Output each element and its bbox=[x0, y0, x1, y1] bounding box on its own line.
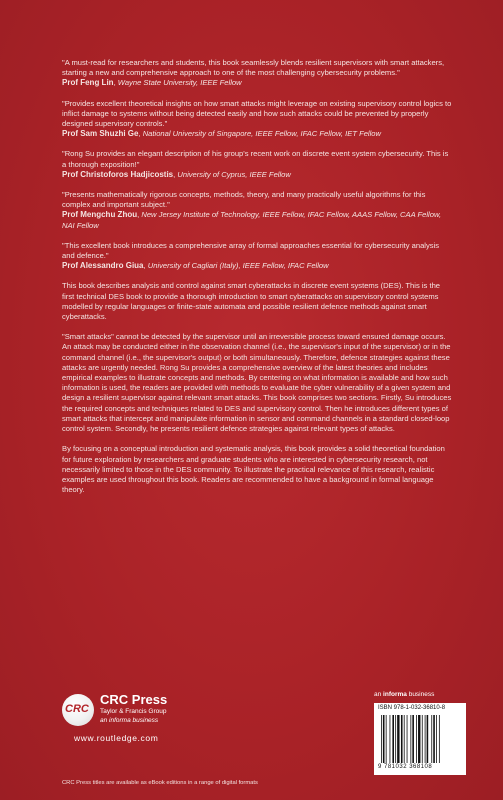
barcode-bar bbox=[401, 715, 403, 763]
endorser-affiliation: University of Cyprus, IEEE Fellow bbox=[177, 169, 291, 179]
endorser-name: Prof Christoforos Hadjicostis bbox=[62, 169, 174, 179]
barcode-bar bbox=[412, 715, 414, 763]
publisher-group: Taylor & Francis Group bbox=[100, 708, 167, 715]
barcode-bar bbox=[436, 715, 437, 763]
endorsement-text: "A must-read for researchers and students, this book seamlessly blends resilient supervisors with smart attackers, starting a new and comprehensive approach to one of the most challenging cybersecurity problems." bbox=[62, 58, 445, 78]
endorser-affiliation: National University of Singapore, IEEE Fellow, IFAC Fellow, IET Fellow bbox=[142, 129, 382, 139]
crc-logo-icon bbox=[62, 694, 94, 726]
barcode-bar bbox=[390, 715, 391, 763]
barcode-bar bbox=[427, 715, 429, 763]
barcode-bar bbox=[386, 715, 387, 763]
endorsement bbox=[62, 58, 452, 89]
endorser-name: Prof Feng Lin bbox=[62, 78, 114, 88]
endorsement-attribution: Prof Sam Shuzhi Ge, National University of Singapore, IEEE Fellow, IFAC Fellow, IET Fellow bbox=[62, 129, 382, 139]
publisher-url: www.routledge.com bbox=[74, 733, 159, 743]
endorser-affiliation: Wayne State University, IEEE Fellow bbox=[117, 78, 242, 88]
barcode-bar bbox=[404, 715, 405, 763]
endorser-name: Prof Alessandro Giua bbox=[62, 261, 144, 271]
endorsement-text: "Provides excellent theoretical insights on how smart attacks might leverage on existing supervisory control logics to inflict damage to systems without being detected easily and how such attacks could be prevented by properly designed supervisory controls." bbox=[62, 98, 452, 129]
barcode-box bbox=[374, 703, 466, 775]
barcode-digits: 9 781032 368108 bbox=[378, 764, 433, 770]
isbn: ISBN 978-1-032-36810-8 bbox=[378, 705, 446, 711]
barcode-bar bbox=[381, 715, 382, 763]
endorsement-attribution: Prof Christoforos Hadjicostis, University of Cyprus, IEEE Fellow bbox=[62, 169, 291, 179]
cover-text bbox=[62, 58, 452, 505]
barcode-bar bbox=[418, 715, 420, 763]
barcode-bar bbox=[410, 715, 411, 763]
publisher-name: CRC Press bbox=[100, 692, 168, 707]
endorsement-attribution: Prof Mengchu Zhou, New Jersey Institute of Technology, IEEE Fellow, IFAC Fellow, AAAS Fellow, CAA Fellow, NAI Fellow bbox=[62, 210, 442, 230]
endorsement-text: "Rong Su provides an elegant description of his group's recent work on discrete event system cybersecurity. This is a thorough exposition!" bbox=[62, 149, 449, 169]
barcode-bar bbox=[431, 715, 432, 763]
endorsement bbox=[62, 149, 452, 180]
informa-brand: informa bbox=[383, 691, 407, 698]
barcode-bar bbox=[392, 715, 394, 763]
barcode-bar bbox=[439, 715, 440, 763]
barcode-bar bbox=[383, 715, 385, 763]
description bbox=[62, 281, 452, 495]
logo-letters: CRC bbox=[65, 703, 89, 715]
endorser-affiliation: University of Cagliari (Italy), IEEE Fellow, IFAC Fellow bbox=[147, 261, 329, 271]
barcode-icon bbox=[380, 715, 462, 763]
endorsement-attribution: Prof Feng Lin, Wayne State University, IEEE Fellow bbox=[62, 78, 242, 88]
endorser-name: Prof Sam Shuzhi Ge bbox=[62, 129, 139, 139]
informa-business bbox=[374, 691, 434, 698]
barcode-bar bbox=[397, 715, 399, 763]
publisher-business: an informa business bbox=[100, 717, 159, 724]
footer-note: CRC Press titles are available as eBook editions in a range of digital formats bbox=[62, 780, 258, 786]
barcode-bar bbox=[433, 715, 435, 763]
endorsement bbox=[62, 241, 452, 272]
endorsement-text: "Presents mathematically rigorous concepts, methods, theory, and many practically useful algorithms for this complex and important subject." bbox=[62, 190, 426, 210]
endorsements bbox=[62, 58, 452, 271]
description-paragraph: "Smart attacks" cannot be detected by the supervisor until an irreversible process toward ensured damage occurs. An attack may be conducted either in the observation channel (i.e., the supervisor's input of the supervisor) or in the command channel (i.e., the supervisor's output) or both simultaneously. Therefore, defence strategies against these attacks are urgently needed. Rong Su provides a comprehensive overview of the latest theories and includes empirical examples to illustrate concepts and methods. By centering on what information is available and how such information is used, the readers are provided with methods to evaluate the cyber vulnerability of a given system and design a resilient supervisor against relevant smart attacks. This book comprises two sections. Firstly, Su introduces the required concepts and techniques related to DES and supervisory control. Then he introduces different types of smart attacks that intercept and manipulate information in sensor and command channels in a standard closed-loop control system. Secondly, he presents resilient defence strategies against relevant types of attacks. bbox=[62, 332, 452, 434]
endorsement-text: "This excellent book introduces a comprehensive array of formal approaches essential for cybersecurity analysis and defence." bbox=[62, 240, 440, 261]
barcode-bar bbox=[425, 715, 426, 763]
informa-suffix: business bbox=[408, 691, 435, 698]
barcode-bar bbox=[416, 715, 417, 763]
informa-prefix: an bbox=[374, 691, 382, 698]
endorsement bbox=[62, 190, 452, 231]
barcode-bar bbox=[395, 715, 396, 763]
publisher-logo bbox=[62, 690, 212, 760]
endorsement-attribution: Prof Alessandro Giua, University of Cagliari (Italy), IEEE Fellow, IFAC Fellow bbox=[62, 261, 329, 271]
barcode-bar bbox=[407, 715, 408, 763]
endorser-name: Prof Mengchu Zhou bbox=[62, 210, 138, 220]
barcode-bar bbox=[422, 715, 423, 763]
description-paragraph: This book describes analysis and control against smart cyberattacks in discrete event systems (DES). This is the first technical DES book to provide a thorough introduction to smart cyberattacks on supervisory control systems modelled by regular languages or finite-state automata and possible resilient defence methods against smart cyberattacks. bbox=[62, 281, 441, 322]
description-paragraph: By focusing on a conceptual introduction and systematic analysis, this book provides a solid theoretical foundation for future exploration by researchers and graduate students who are interested in cybersecurity research, not necessarily limited to those in the DES community. To illustrate the practical relevance of this research, realistic examples are used throughout this book. Readers are recommended to have a background in formal language theory. bbox=[62, 444, 445, 495]
endorser-affiliation: New Jersey Institute of Technology, IEEE Fellow, IFAC Fellow, AAAS Fellow, CAA Fellow, NAI Fellow bbox=[62, 210, 442, 230]
endorsement bbox=[62, 99, 452, 140]
